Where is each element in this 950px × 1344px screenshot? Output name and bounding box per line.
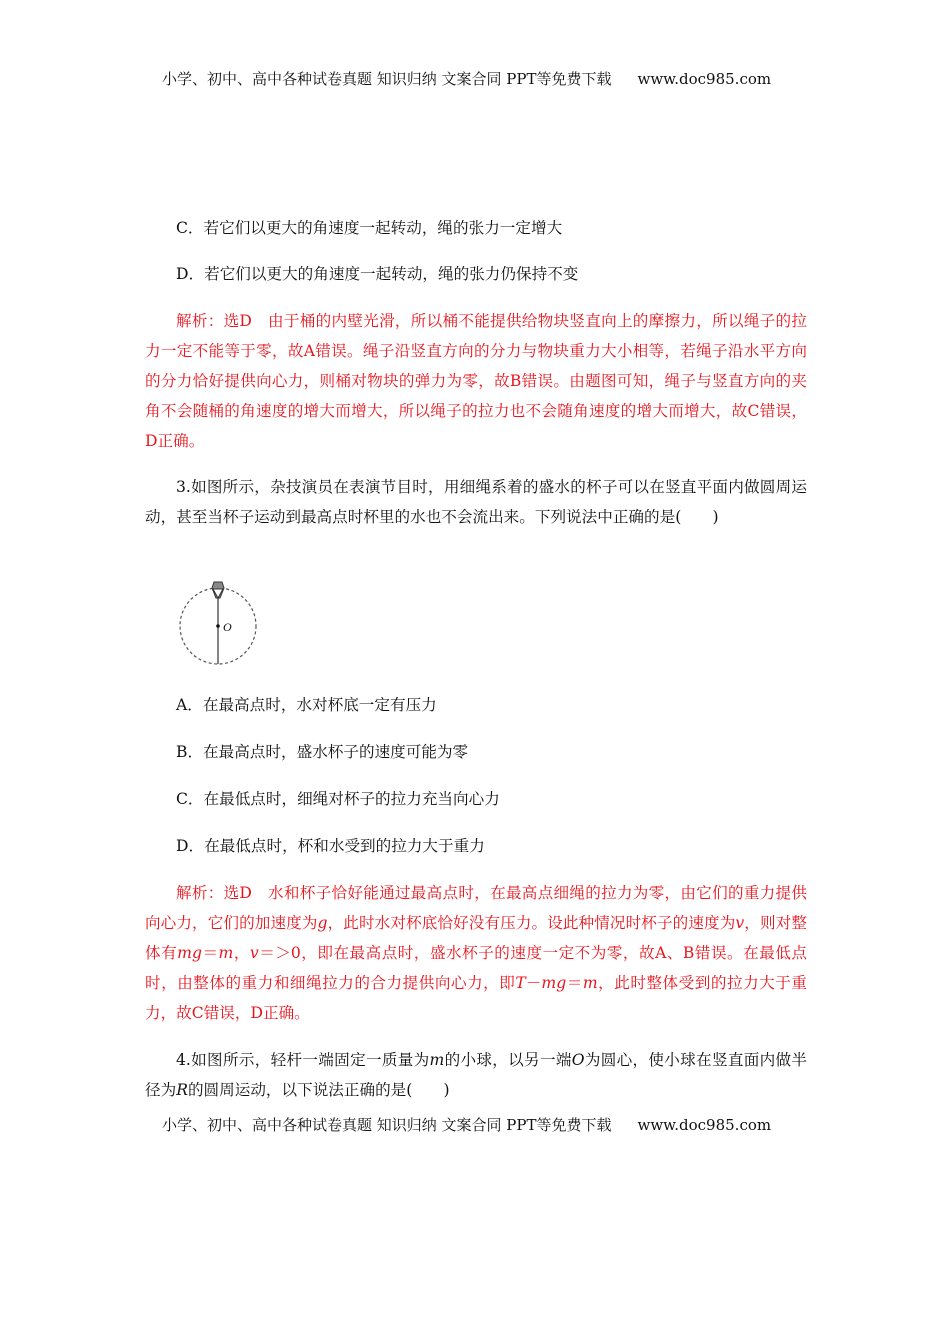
q3-option-c: C．在最低点时，细绳对杯子的拉力充当向心力 xyxy=(176,790,500,808)
q3-option-a: A．在最高点时，水对杯底一定有压力 xyxy=(176,696,437,714)
q3-diagram xyxy=(176,578,262,670)
q2-option-d: D．若它们以更大的角速度一起转动，绳的张力仍保持不变 xyxy=(176,265,579,283)
q3-option-b: B．在最高点时，盛水杯子的速度可能为零 xyxy=(176,743,469,761)
q3-analysis: 解析：选D 水和杯子恰好能通过最高点时，在最高点细绳的拉力为零，由它们的重力提供向心力，它们的加速度为g，此时水对杯底恰好没有压力。设此种情况时杯子的速度为v，则对整体有mg＝m，v＝＞0，即在最高点时，盛水杯子的速度一定不为零，故A、B错误。在最低点时，由整体的重力和细绳拉力的合力提供向心力，即T－mg＝m，此时整体受到的拉力大于重力，故C错误，D正确。 xyxy=(145,884,807,1022)
page-footer xyxy=(162,1114,771,1135)
q2-option-c: C．若它们以更大的角速度一起转动，绳的张力一定增大 xyxy=(176,219,563,237)
center-label: O xyxy=(223,620,232,634)
footer-url[interactable]: www.doc985.com xyxy=(637,1116,772,1134)
page-header xyxy=(162,68,771,89)
q3-option-d: D．在最低点时，杯和水受到的拉力大于重力 xyxy=(176,837,485,855)
header-url[interactable]: www.doc985.com xyxy=(637,70,772,88)
q2-analysis: 解析：选D 由于桶的内壁光滑，所以桶不能提供给物块竖直向上的摩擦力，所以绳子的拉力一定不能等于零，故A错误。绳子沿竖直方向的分力与物块重力大小相等，若绳子沿水平方向的分力恰好提供向心力，则桶对物块的弹力为零，故B错误。由题图可知，绳子与竖直方向的夹角不会随桶的角速度的增大而增大，所以绳子的拉力也不会随角速度的增大而增大，故C错误，D正确。 xyxy=(145,312,807,450)
footer-text: 小学、初中、高中各种试卷真题 知识归纳 文案合同 PPT等免费下载 xyxy=(162,1116,612,1134)
q4-stem: 4.如图所示，轻杆一端固定一质量为m的小球，以另一端O为圆心，使小球在竖直面内做半径为R的圆周运动，以下说法正确的是( ) xyxy=(145,1051,807,1099)
q3-stem: 3.如图所示，杂技演员在表演节目时，用细绳系着的盛水的杯子可以在竖直平面内做圆周运动，甚至当杯子运动到最高点时杯里的水也不会流出来。下列说法中正确的是( ) xyxy=(145,478,807,526)
center-point xyxy=(216,624,220,628)
header-text: 小学、初中、高中各种试卷真题 知识归纳 文案合同 PPT等免费下载 xyxy=(162,70,612,88)
